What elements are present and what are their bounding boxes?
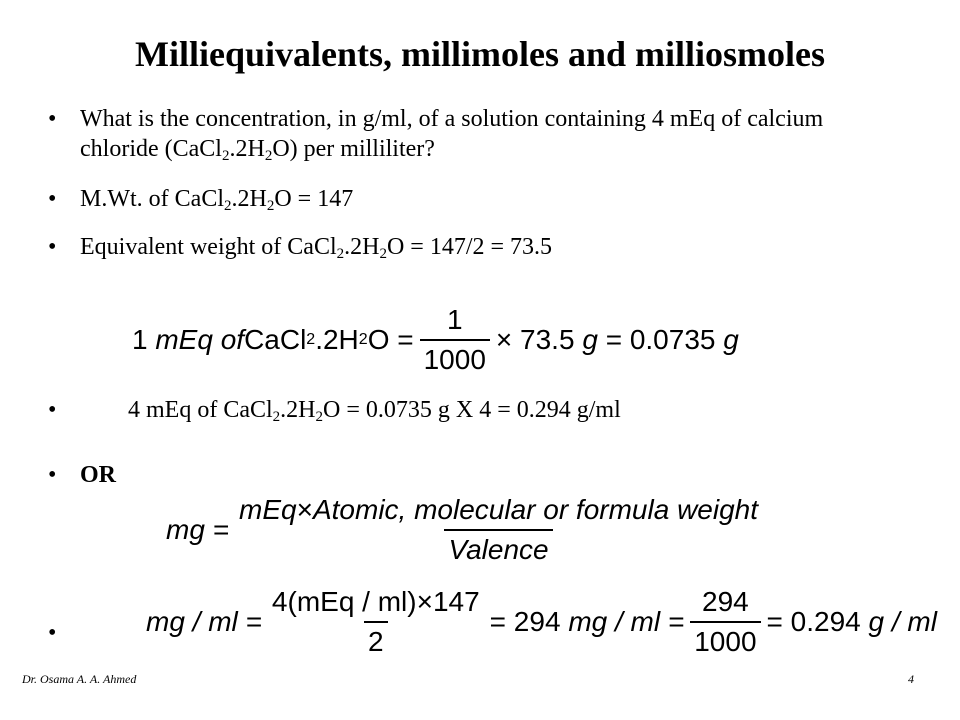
fraction xyxy=(235,493,762,567)
subscript: 2 xyxy=(272,409,281,425)
eq-text: 1 xyxy=(132,324,148,355)
equation-mg-formula xyxy=(166,494,768,566)
page-number: 4 xyxy=(908,672,914,686)
eq-text: = 294 xyxy=(489,606,561,637)
eq-text: g xyxy=(582,324,598,355)
equation-mg-per-ml xyxy=(146,584,937,660)
eq-text: CaCl xyxy=(244,324,307,355)
slide-title: Milliequivalents, millimoles and milliosmoles xyxy=(134,34,825,74)
subscript: 2 xyxy=(266,198,275,214)
text-run: M.Wt. of CaCl xyxy=(80,186,224,212)
text-run: Equivalent weight of CaCl xyxy=(80,234,337,260)
subscript: 2 xyxy=(315,409,323,425)
text-run: .2H xyxy=(231,186,267,212)
denominator: 1000 xyxy=(420,339,490,377)
subscript: 2 xyxy=(264,148,273,164)
subscript: 2 xyxy=(336,246,345,262)
text-run: O = 147/2 = 73.5 xyxy=(386,234,553,260)
text-run: .2H xyxy=(280,397,316,423)
eq-text: g / ml xyxy=(868,606,937,637)
molecular-weight-text xyxy=(80,184,920,214)
text-run: O = 0.0735 g X 4 = 0.294 g/ml xyxy=(323,397,621,423)
eq-text: mg / ml = xyxy=(568,606,685,637)
eq-text: mEq of xyxy=(155,324,245,355)
denominator: 1000 xyxy=(690,621,760,659)
text-run: 4 mEq of CaCl xyxy=(128,397,273,423)
eq-text: O = xyxy=(367,324,414,355)
result-text xyxy=(128,395,960,425)
fraction xyxy=(690,585,760,659)
equation-1mEq: 1 mEq of CaCl 2 .2H 2 O = $\frac{1}{1000}$ × 73.5 g = 0.0735 g xyxy=(132,304,739,375)
question-text xyxy=(80,104,920,164)
eq-text: Atomic, molecular or formula weight xyxy=(312,494,759,525)
bullet-dot: • xyxy=(48,106,57,132)
numerator: 294 xyxy=(702,586,749,617)
text-run: .2H xyxy=(344,234,380,260)
eq-text: × xyxy=(296,494,313,525)
eq-text: = 0.294 xyxy=(766,606,861,637)
fraction xyxy=(420,303,490,377)
equivalent-weight-text xyxy=(80,232,920,262)
denominator: 2 xyxy=(364,621,388,659)
eq-text: g xyxy=(723,324,739,355)
eq-text: mEq xyxy=(239,494,297,525)
subscript: 2 xyxy=(221,148,230,164)
numerator: 1 xyxy=(446,304,463,335)
bullet-dot: • xyxy=(48,620,57,646)
text-run: O = 147 xyxy=(274,186,354,212)
eq-text: = 0.0735 xyxy=(605,324,716,355)
bullet-dot: • xyxy=(48,397,57,423)
question-line-2 xyxy=(80,134,920,164)
numerator xyxy=(235,493,762,529)
footer-author: Dr. Osama A. A. Ahmed xyxy=(22,672,137,686)
text-run: chloride (CaCl xyxy=(80,136,222,162)
denominator: Valence xyxy=(444,529,552,567)
eq-text: mg / ml = xyxy=(146,606,262,637)
subscript: 2 xyxy=(379,246,387,262)
text-run: O) per milliliter? xyxy=(272,136,435,162)
eq-text: × 73.5 xyxy=(495,324,575,355)
eq-text: .2H xyxy=(315,324,359,355)
subscript: 2 xyxy=(224,198,232,214)
or-text: OR xyxy=(80,462,116,488)
question-line-1: What is the concentration, in g/ml, of a solution containing 4 mEq of calcium xyxy=(80,106,824,132)
fraction xyxy=(268,585,484,659)
bullet-dot: • xyxy=(48,186,57,212)
text-run: .2H xyxy=(229,136,265,162)
eq-text: mg = xyxy=(166,514,230,545)
bullet-dot: • xyxy=(48,234,57,260)
numerator: 4(mEq / ml)×147 xyxy=(271,586,480,617)
bullet-dot: • xyxy=(48,462,57,488)
